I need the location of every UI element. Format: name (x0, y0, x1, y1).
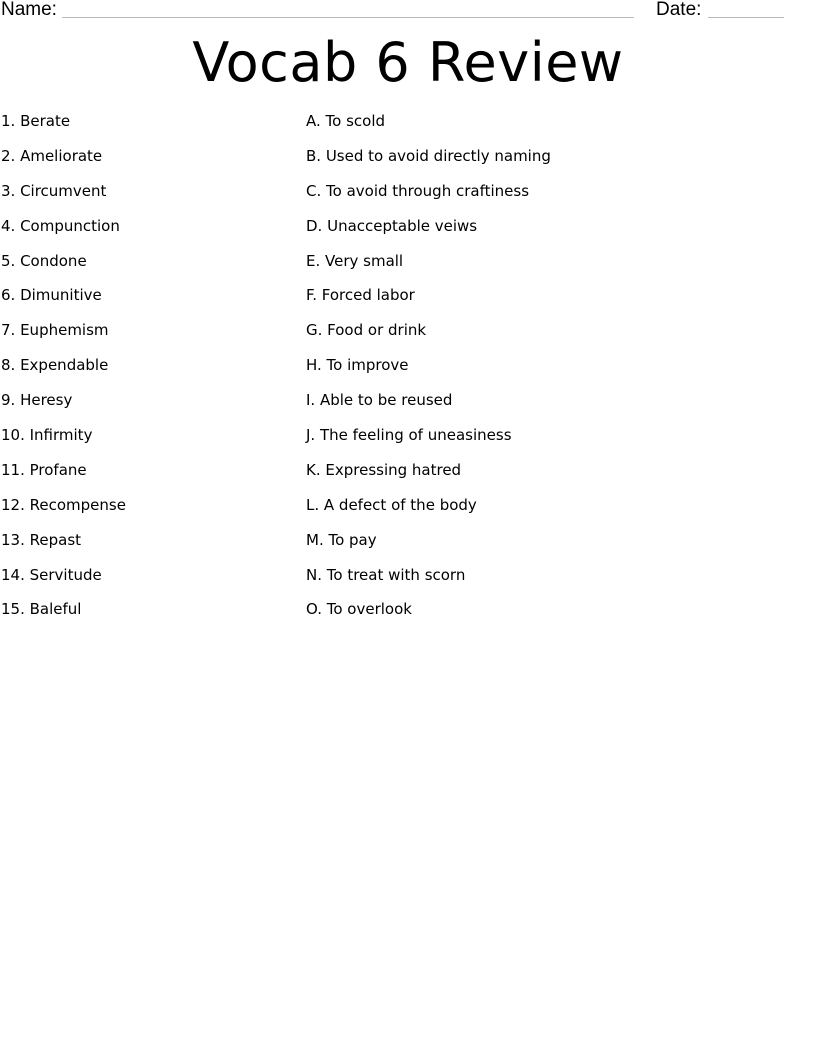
vocab-definition: K. Expressing hatred (306, 460, 462, 479)
vocab-term: 11. Profane (1, 460, 87, 479)
vocab-definition: O. To overlook (306, 600, 412, 619)
vocab-term: 5. Condone (1, 251, 87, 270)
vocab-definition: H. To improve (306, 356, 409, 375)
vocab-term: 9. Heresy (1, 391, 73, 410)
vocab-term: 13. Repast (1, 530, 82, 549)
vocab-definition: B. Used to avoid directly naming (306, 146, 551, 165)
matching-row (0, 284, 816, 319)
matching-row (0, 424, 816, 459)
vocab-definition: A. To scold (306, 112, 386, 130)
matching-row (0, 459, 816, 494)
vocab-term: 1. Berate (1, 112, 71, 130)
worksheet-header (0, 0, 816, 22)
matching-row (0, 319, 816, 354)
name-label: Name: (1, 0, 57, 20)
matching-row (0, 145, 816, 180)
matching-row (0, 389, 816, 424)
vocab-definition: E. Very small (306, 251, 404, 270)
vocab-term: 4. Compunction (1, 216, 120, 235)
date-field[interactable] (708, 17, 784, 18)
matching-row (0, 110, 816, 145)
matching-row (0, 529, 816, 564)
vocab-definition: J. The feeling of uneasiness (306, 426, 512, 445)
vocab-term: 12. Recompense (1, 495, 126, 514)
vocab-term: 6. Dimunitive (1, 286, 102, 305)
vocab-definition: G. Food or drink (306, 321, 427, 340)
matching-row (0, 598, 816, 633)
vocab-definition: I. Able to be reused (306, 391, 453, 410)
vocab-definition: D. Unacceptable veiws (306, 216, 478, 235)
vocab-term: 7. Euphemism (1, 321, 109, 340)
vocab-term: 3. Circumvent (1, 181, 107, 200)
vocab-term: 8. Expendable (1, 356, 109, 375)
vocab-definition: L. A defect of the body (306, 495, 477, 514)
matching-row (0, 215, 816, 250)
matching-row (0, 354, 816, 389)
matching-row (0, 180, 816, 215)
matching-list (0, 110, 816, 633)
vocab-term: 15. Baleful (1, 600, 82, 619)
vocab-definition: N. To treat with scorn (306, 565, 466, 584)
page-title: Vocab 6 Review (192, 31, 624, 94)
matching-row (0, 250, 816, 285)
vocab-term: 2. Ameliorate (1, 146, 103, 165)
name-field[interactable] (62, 17, 634, 18)
vocab-term: 14. Servitude (1, 565, 102, 584)
vocab-term: 10. Infirmity (1, 426, 93, 445)
matching-row (0, 494, 816, 529)
vocab-definition: F. Forced labor (306, 286, 415, 305)
vocab-definition: C. To avoid through craftiness (306, 181, 530, 200)
vocab-definition: M. To pay (306, 530, 377, 549)
matching-row (0, 564, 816, 599)
date-label: Date: (656, 0, 702, 20)
